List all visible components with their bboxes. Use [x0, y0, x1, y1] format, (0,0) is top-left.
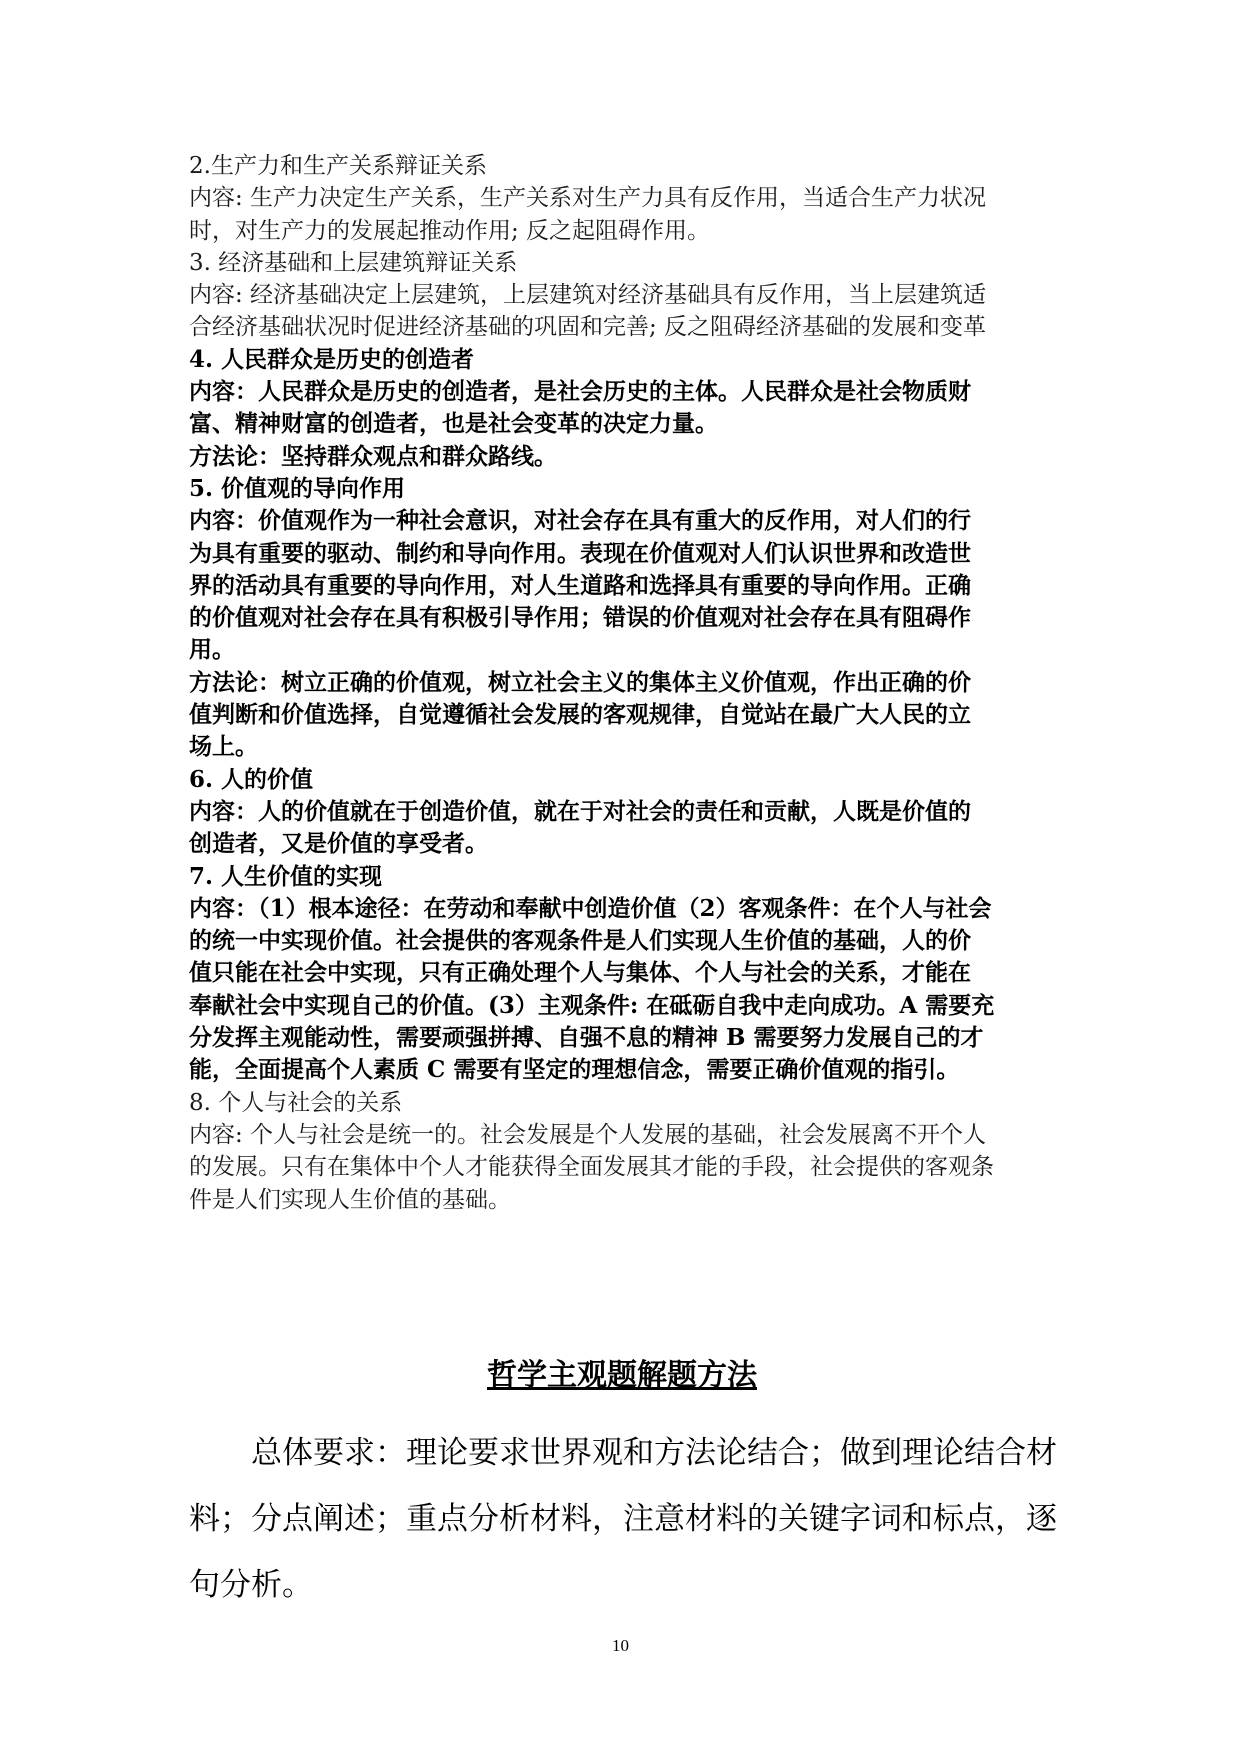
- section-heading: 3. 经济基础和上层建筑辩证关系: [189, 249, 518, 276]
- paragraph-line: 内容：（1）根本途径：在劳动和奉献中创造价值（2）客观条件：在个人与社会: [189, 894, 992, 922]
- paragraph-line: 内容: 生产力决定生产关系，生产关系对生产力具有反作用，当适合生产力状况: [189, 185, 987, 212]
- paragraph-line: 富、精神财富的创造者，也是社会变革的决定力量。: [189, 410, 718, 438]
- paragraph-line: 值只能在社会中实现，只有正确处理个人与集体、个人与社会的关系，才能在: [189, 959, 971, 987]
- page-number: 10: [612, 1636, 629, 1655]
- section-heading: 5. 价值观的导向作用: [189, 474, 406, 502]
- spacer: [189, 1216, 1055, 1356]
- paragraph-line: 内容：价值观作为一种社会意识，对社会存在具有重大的反作用，对人们的行: [189, 507, 971, 535]
- paragraph-line: 用。: [189, 636, 235, 664]
- paragraph-line: 能，全面提高个人素质 C 需要有坚定的理想信念，需要正确价值观的指引。: [189, 1056, 960, 1084]
- paragraph-line: 内容：人的价值就在于创造价值，就在于对社会的责任和贡献，人既是价值的: [189, 797, 971, 825]
- page-title: 哲学主观题解题方法: [487, 1357, 757, 1393]
- paragraph-line: 创造者，又是价值的享受者。: [189, 830, 488, 858]
- paragraph-line: 时，对生产力的发展起推动作用; 反之起阻碍作用。: [189, 217, 711, 244]
- paragraph-line: 内容：人民群众是历史的创造者，是社会历史的主体。人民群众是社会物质财: [189, 378, 971, 406]
- section-heading: 2.生产力和生产关系辩证关系: [189, 153, 487, 179]
- paragraph-line: 的统一中实现价值。社会提供的客观条件是人们实现人生价值的基础，人的价: [189, 927, 971, 955]
- page-content: [189, 150, 1055, 1618]
- summary-line: 料；分点阐述；重点分析材料，注意材料的关键字词和标点，逐: [189, 1500, 1057, 1537]
- paragraph-line: 合经济基础状况时促进经济基础的巩固和完善; 反之阻碍经济基础的发展和变革: [189, 314, 987, 341]
- paragraph-line: 的发展。只有在集体中个人才能获得全面发展其才能的手段，社会提供的客观条: [189, 1154, 994, 1181]
- paragraph-line: 值判断和价值选择，自觉遵循社会发展的客观规律，自觉站在最广大人民的立: [189, 701, 971, 729]
- section-heading: 7. 人生价值的实现: [189, 862, 383, 890]
- paragraph-line: 为具有重要的驱动、制约和导向作用。表现在价值观对人们认识世界和改造世: [189, 539, 971, 567]
- section-b: [189, 344, 1055, 1087]
- paragraph-line: 奉献社会中实现自己的价值。(3）主观条件: 在砥砺自我中走向成功。A 需要充: [189, 991, 995, 1019]
- section-c: [189, 1087, 1055, 1216]
- summary-line: 总体要求：理论要求世界观和方法论结合；做到理论结合材: [251, 1434, 1057, 1471]
- section-a: [189, 150, 1055, 344]
- paragraph-line: 方法论：树立正确的价值观，树立社会主义的集体主义价值观，作出正确的价: [189, 668, 971, 696]
- paragraph-line: 内容: 经济基础决定上层建筑，上层建筑对经济基础具有反作用，当上层建筑适: [189, 282, 987, 309]
- summary: [189, 1420, 1055, 1618]
- paragraph-line: 场上。: [189, 733, 258, 761]
- paragraph-line: 内容: 个人与社会是统一的。社会发展是个人发展的基础，社会发展离不开个人: [189, 1121, 987, 1148]
- paragraph-line: 界的活动具有重要的导向作用，对人生道路和选择具有重要的导向作用。正确: [189, 571, 971, 599]
- paragraph-line: 件是人们实现人生价值的基础。: [189, 1186, 511, 1213]
- section-heading: 4. 人民群众是历史的创造者: [189, 345, 475, 373]
- section-heading: 6. 人的价值: [189, 765, 314, 793]
- paragraph-line: 方法论：坚持群众观点和群众路线。: [189, 442, 557, 470]
- section-heading: 8. 个人与社会的关系: [189, 1089, 403, 1116]
- paragraph-line: 分发挥主观能动性，需要顽强拼搏、自强不息的精神 B 需要努力发展自己的才: [189, 1024, 984, 1052]
- paragraph-line: 的价值观对社会存在具有积极引导作用；错误的价值观对社会存在具有阻碍作: [189, 604, 971, 632]
- summary-line: 句分析。: [189, 1566, 313, 1603]
